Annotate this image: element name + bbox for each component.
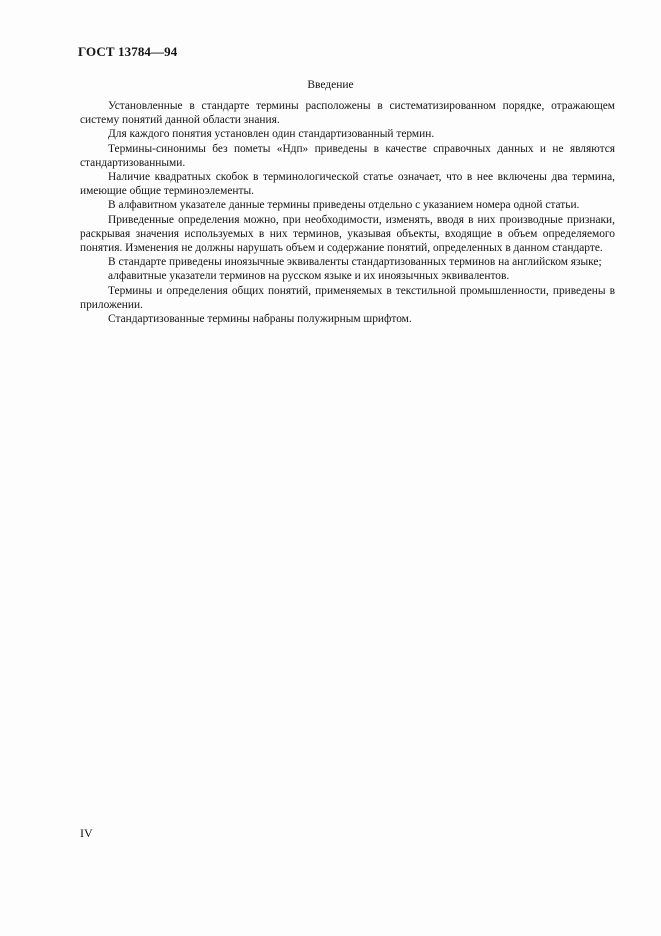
paragraph-4: Наличие квадратных скобок в терминологической статье означает, что в нее включены два термина, имеющие общие терминоэлементы. [80,171,615,198]
paragraph-7: В стандарте приведены иноязычные эквиваленты стандартизованных терминов на английском языке; [108,256,602,269]
paragraph-1: Установленные в стандарте термины расположены в систематизированном порядке, отражающем систему понятий данной области знания. [80,100,615,127]
document-header: ГОСТ 13784—94 [78,44,178,59]
paragraph-6: Приведенные определения можно, при необходимости, изменять, вводя в них производные признаки, раскрывая значения используемых в них терминов, указывая объекты, входящие в объем определяемого понятия. Изменения не должны нарушать объем и содержание понятий, определенных в данном стандарте. [80,213,615,255]
page-number: IV [80,826,93,840]
paragraph-10: Стандартизованные термины набраны полужирным шрифтом. [108,313,412,326]
section-title: Введение [307,79,354,91]
paragraph-9: Термины и определения общих понятий, применяемых в текстильной промышленности, приведены в приложении. [80,284,615,311]
paragraph-3: Термины-синонимы без пометы «Ндп» приведены в качестве справочных данных и не являются стандартизованными. [80,142,615,169]
paragraph-5: В алфавитном указателе данные термины приведены отдельно с указанием номера одной статьи. [108,199,580,212]
introduction-body [80,99,615,326]
paragraph-2: Для каждого понятия установлен один стандартизованный термин. [108,128,435,141]
paragraph-8: алфавитные указатели терминов на русском языке и их иноязычных эквивалентов. [108,270,510,283]
